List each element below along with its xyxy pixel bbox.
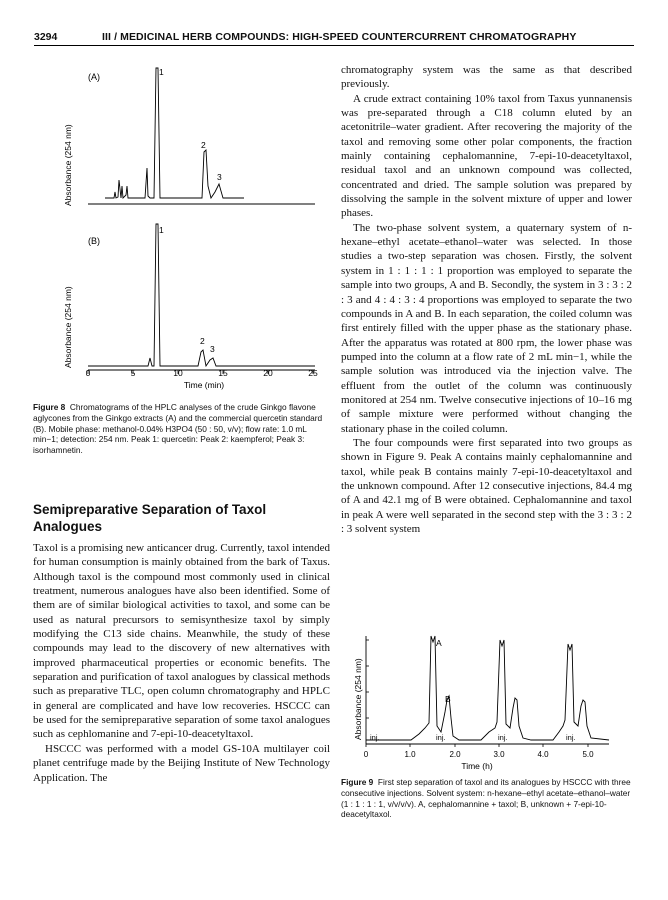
page-number: 3294	[34, 31, 58, 43]
fig9-inj-1: inj.	[370, 733, 380, 742]
fig8-tick-label-20: 20	[263, 368, 273, 378]
figure-8-caption	[33, 402, 330, 456]
fig8-xlabel: Time (min)	[183, 380, 225, 390]
fig9-xtick-label-5: 5.0	[582, 750, 594, 759]
running-title: III / MEDICINAL HERB COMPOUNDS: HIGH-SPEED COUNTERCURRENT CHROMATOGRAPHY	[102, 31, 577, 43]
fig8-panel-b-label: (B)	[88, 236, 100, 246]
fig8-peak-b-1: 1	[159, 225, 164, 235]
figure-9-caption-text: First step separation of taxol and its analogues by HSCCC with three consecutive injections. Solvent system: n-hexane–ethyl acetate–ethanol–water (1 : 1 : 1 : 1, v/v/v/v). A, cephalomannine + taxol; B, unknown + 7-epi-10-deacetyltaxol.	[341, 777, 631, 820]
header-rule	[34, 45, 634, 46]
fig8-ylabel-a: Absorbance (254 nm)	[63, 124, 73, 206]
fig9-x-ticks	[364, 744, 594, 759]
figure-8-caption-text: Chromatograms of the HPLC analyses of the crude Ginkgo flavone aglycones from the Ginkgo extracts (A) and the commercial quercetin standard (B). Mobile phase: methanol-0.04% H3PO4 (50 : 50, v/v); flow rate: 1.0 mL min−1; detection: 254 nm. Peak 1: quercetin: Peak 2: kaempferol; Peak 3: isorhamnetin.	[33, 402, 323, 456]
section-heading: Semipreparative Separation of Taxol Analogues	[33, 502, 267, 534]
fig9-xtick-label-0: 0	[363, 750, 369, 759]
figure-8-chromatogram	[30, 58, 330, 388]
fig8-ylabel-b: Absorbance (254 nm)	[63, 286, 73, 368]
right-paragraph-4: The four compounds were first separated into two groups as shown in Figure 9. Peak A contains mainly cephalomannine and taxol, while peak B contains mainly 7-epi-10-deacetyltaxol and the unknown compound. After 12 consecutive injections, 84.4 mg of A and 42.1 mg of B were obtained. Cephalomannine and taxol in peak A were well separated in the second step with the 3 : 3 : 2 : 3 solvent system	[341, 436, 632, 535]
fig9-xtick-label-4: 4.0	[537, 750, 549, 759]
fig9-trace	[366, 636, 609, 740]
fig8-peak-a-1: 1	[159, 67, 164, 77]
right-paragraph-3: The two-phase solvent system, a quaternary system of n-hexane–ethyl acetate–ethanol–water was selected. In those studies a two-step separation was chosen. Firstly, the solvent system in 1 : 1 : 1 : 1 proportion was employed to separate the sample into two groups, A and B. Secondly, the system in 3 : 3 : 2 : 3 and 4 : 4 : 3 : 4 proportions was employed to separate the two compounds in A and B. In each separation, the coiled column was first entirely filled with the upper phase as the stationary phase. After the apparatus was rotated at 800 rpm, the lower phase was pumped into the column at a flow rate of 2 mL min−1, while the sample solution was introduced via the injection valve. The effluent from the outlet of the column was continuously monitored at 254 nm. Twelve consecutive injections of 10–16 mg of sample mixture were performed without changing the stationary phase in the coiled column.	[341, 221, 632, 435]
fig8-xticks	[86, 368, 318, 378]
figure-9-caption	[341, 777, 632, 820]
figure-8-caption-label: Figure 8	[33, 402, 66, 412]
fig9-xtick-label-2: 2.0	[449, 750, 461, 759]
fig9-inj-2: inj.	[436, 733, 446, 742]
fig9-xtick-label-1: 1.0	[404, 750, 416, 759]
left-paragraph-2: HSCCC was performed with a model GS-10A multilayer coil planet centrifuge made by the Beijing Institute of New Technology Application. The	[33, 742, 330, 784]
right-paragraph-1: chromatography system was the same as that described previously.	[341, 64, 632, 91]
fig8-peak-b-2: 2	[200, 336, 205, 346]
fig9-xtick-label-3: 3.0	[493, 750, 505, 759]
fig8-trace-a	[105, 68, 244, 198]
fig9-xlabel: Time (h)	[461, 761, 493, 771]
fig8-tick-label-10: 10	[173, 368, 183, 378]
fig9-ylabel: Absorbance (254 nm)	[353, 658, 363, 740]
left-column-text	[33, 541, 330, 785]
fig8-peak-b-3: 3	[210, 344, 215, 354]
figure-9-caption-label: Figure 9	[341, 777, 374, 787]
left-paragraph-1: Taxol is a promising new anticancer drug. Currently, taxol intended for human consumption is mainly obtained from the bark of Taxus. Although taxol is the compound most commonly used in clinical treatment, numerous analogues have also been identified. Some of them are of similar biological activities to taxol, and some can be used as natural precursors to semisynthesize taxol by simply modifying the C13 side chains. Meanwhile, the study of these compounds may lead to the discovery of new alternatives with improved pharmaceutical properties or economic benefits. The separation and purification of taxol analogues by classical methods such as preparative TLC, open column chromatography and HPLC in general are complicated and have low recoveries. HSCCC can be used for the semipreparative separation of some taxol analogues such as cephlomanine and 7-epi-10-deacetyltaxol.	[33, 542, 330, 741]
figure-9-chromatogram	[341, 628, 631, 778]
fig8-tick-label-5: 5	[130, 368, 136, 378]
fig8-tick-label-15: 15	[218, 368, 228, 378]
fig8-tick-label-0: 0	[85, 368, 91, 378]
fig9-peak-a-label: A	[436, 638, 442, 648]
fig9-y-ticks	[366, 640, 369, 718]
running-header	[34, 28, 634, 46]
fig9-inj-3: inj.	[498, 733, 508, 742]
fig9-inj-4: inj.	[566, 733, 576, 742]
fig8-peak-a-2: 2	[201, 140, 206, 150]
fig8-peak-a-3: 3	[217, 172, 222, 182]
fig9-peak-b-label: B	[445, 694, 451, 704]
right-paragraph-2: A crude extract containing 10% taxol from Taxus yunnanensis was pre-separated through a C18 column eluted by an acetonitrile–water gradient. After recovering the majority of the taxol and removing some other polar components, the fraction mainly containing cephalomannine, 7-epi-10-deacetyltaxol, residual taxol and an unknown compound was collected, concentrated and dried. The sample solution was prepared by dissolving the sample in the solvent mixture of upper and lower phases.	[341, 92, 632, 220]
fig8-panel-a-label: (A)	[88, 72, 100, 82]
right-column-text	[341, 63, 632, 536]
fig8-tick-label-25: 25	[308, 368, 318, 378]
